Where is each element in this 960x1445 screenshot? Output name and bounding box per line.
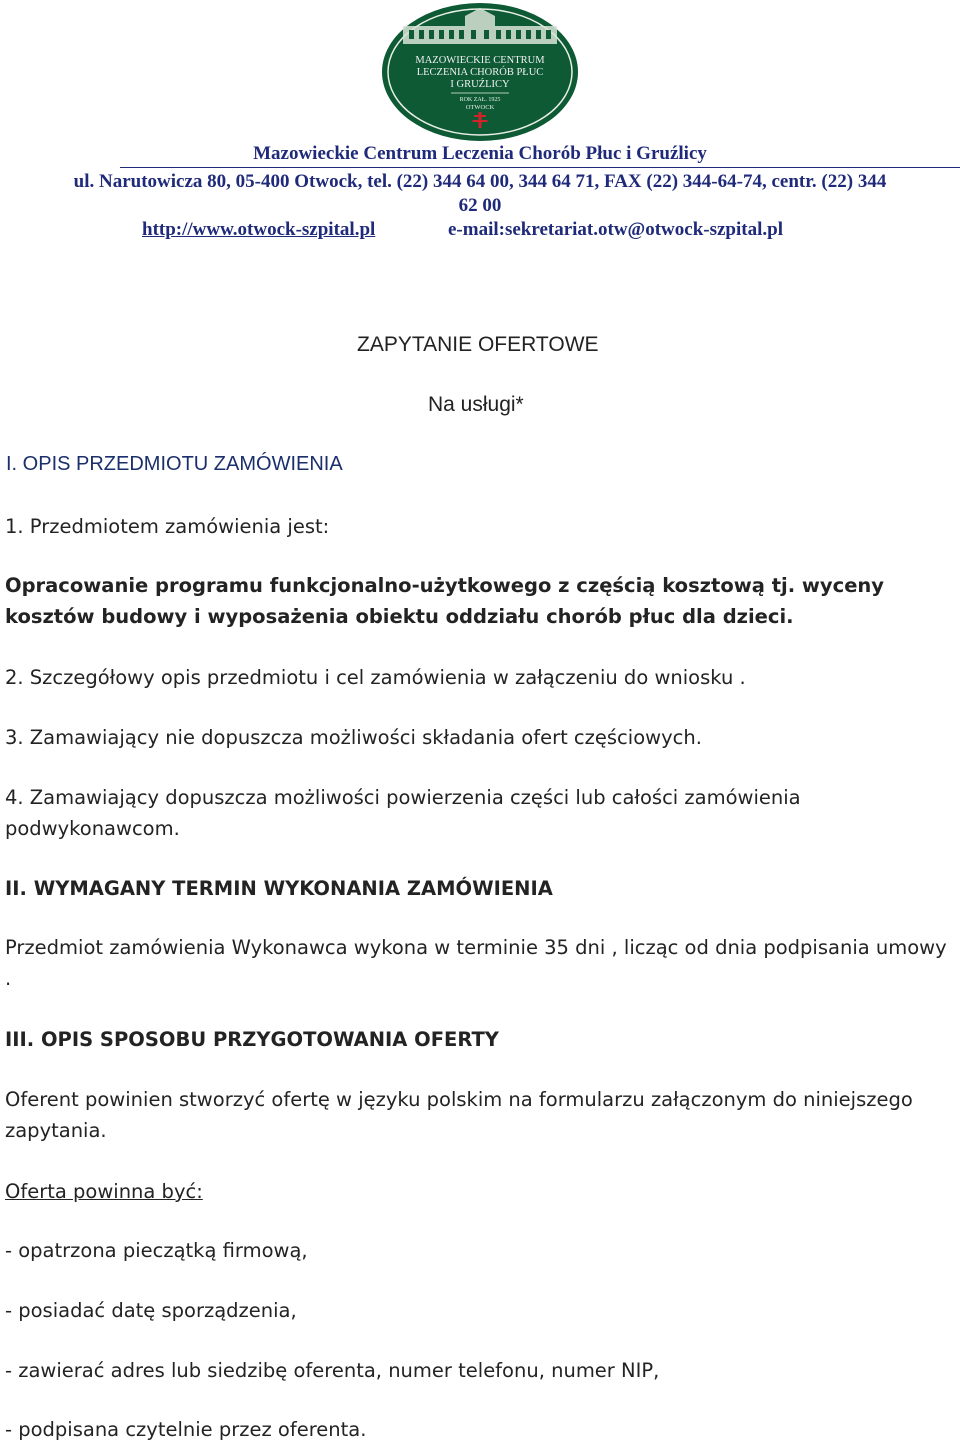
requirement-item: - podpisana czytelnie przez oferenta. [5,1418,367,1441]
section-3-text: Oferent powinien stworzyć ofertę w języku polskim na formularzu załączonym do niniejszego zapytania. [5,1088,913,1142]
requirement-item: - zawierać adres lub siedzibę oferenta, numer telefonu, numer NIP, [5,1359,660,1382]
section-2-text: Przedmiot zamówienia Wykonawca wykona w terminie 35 dni , licząc od dnia podpisania umowy . [5,936,947,990]
order-subject: Opracowanie programu funkcjonalno-użytkowego z częścią kosztową tj. wyceny kosztów budowy i wyposażenia obiektu oddziału chorób płuc dla dzieci. [5,574,885,628]
logo-line-2: LECZENIA CHORÓB PŁUC [416,67,544,78]
section-1-item-1: 1. Przedmiotem zamówienia jest: [5,515,330,538]
hospital-logo [381,2,579,142]
address-line: ul. Narutowicza 80, 05-400 Otwock, tel. (22) 344 64 00, 344 64 71, FAX (22) 344-64-74, centr. (22) 344 [73,171,887,192]
document-subtitle: Na usługi* [428,393,524,416]
requirements-title-text: Oferta powinna być: [5,1180,203,1203]
requirement-item: - opatrzona pieczątką firmową, [5,1239,308,1262]
logo-line-3: I GRUŹLICY [450,79,510,90]
email-address: e-mail:sekretariat.otw@otwock-szpital.pl [448,219,783,240]
section-1-item-3: 3. Zamawiający nie dopuszcza możliwości składania ofert częściowych. [5,726,702,749]
org-name: Mazowieckie Centrum Leczenia Chorób Płuc i Gruźlicy [253,143,707,164]
section-2-heading: II. WYMAGANY TERMIN WYKONANIA ZAMÓWIENIA [5,877,553,900]
logo-line-1: MAZOWIECKIE CENTRUM [415,55,545,66]
section-1-item-2: 2. Szczegółowy opis przedmiotu i cel zamówienia w załączeniu do wniosku . [5,666,746,689]
requirements-title [5,1176,955,1207]
logo-city: OTWOCK [465,104,495,111]
document-title: ZAPYTANIE OFERTOWE [357,333,599,356]
logo-small: ROK ZAŁ. 1925 [459,97,501,103]
header-divider [120,167,960,168]
section-1-heading: I. OPIS PRZEDMIOTU ZAMÓWIENIA [6,453,343,475]
website-link[interactable]: http://www.otwock-szpital.pl [142,219,376,240]
section-3-heading: III. OPIS SPOSOBU PRZYGOTOWANIA OFERTY [5,1028,499,1051]
requirement-item: - posiadać datę sporządzenia, [5,1299,297,1322]
address-line-cont: 62 00 [458,195,502,216]
section-1-item-4: 4. Zamawiający dopuszcza możliwości powierzenia części lub całości zamówienia podwykonawcom. [5,786,801,840]
